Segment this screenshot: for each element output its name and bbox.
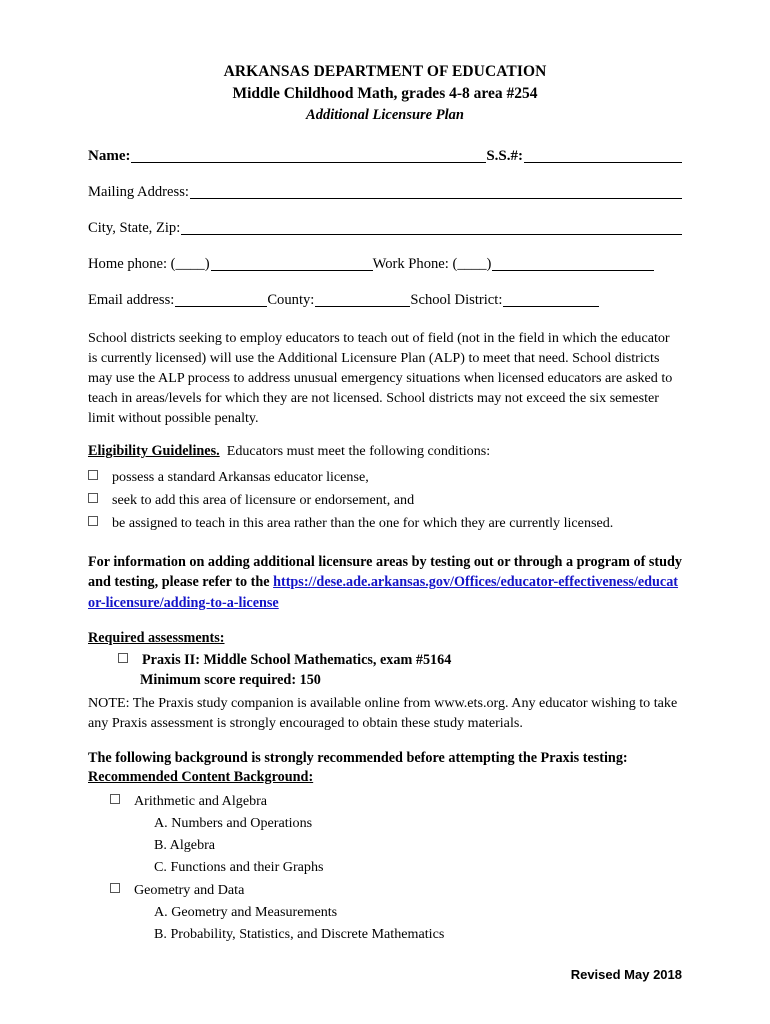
- background-group-0-title: Arithmetic and Algebra: [134, 792, 268, 809]
- checkbox-icon[interactable]: [110, 794, 120, 804]
- eligibility-lead: Educators must meet the following conditions:: [226, 443, 491, 460]
- document-type: Additional Licensure Plan: [306, 106, 464, 123]
- city-state-zip-input-rule[interactable]: [181, 220, 682, 235]
- eligibility-item-2: be assigned to teach in this area rather than the one for which they are currently licensed.: [112, 515, 614, 532]
- licensure-link[interactable]: https://dese.ade.arkansas.gov/Offices/educator-effectiveness/educator-licensure/adding-to-a-license: [88, 574, 679, 612]
- background-group-1-item-1: B. Probability, Statistics, and Discrete Mathematics: [154, 926, 445, 943]
- name-row: [88, 148, 682, 165]
- email-county-district-row: [88, 292, 682, 309]
- checkbox-icon[interactable]: [88, 516, 98, 526]
- email-label: Email address:: [88, 292, 175, 309]
- applicant-form: [88, 148, 682, 309]
- background-lead: The following background is strongly recommended before attempting the Praxis testing:: [88, 749, 628, 766]
- checkbox-icon[interactable]: [88, 470, 98, 480]
- background-group-0-item-1: B. Algebra: [154, 837, 216, 854]
- background-group-1-title: Geometry and Data: [134, 881, 245, 898]
- eligibility-item-0: possess a standard Arkansas educator license,: [112, 469, 369, 486]
- eligibility-item-1: seek to add this area of licensure or endorsement, and: [112, 492, 415, 509]
- home-phone-label: Home phone: (____): [88, 256, 210, 273]
- county-label: County:: [267, 292, 315, 309]
- county-input-rule[interactable]: [315, 292, 410, 307]
- content-background-outline: [88, 790, 682, 946]
- list-item: [88, 490, 682, 512]
- eligibility-section: [88, 441, 682, 461]
- background-group-0-item-0: A. Numbers and Operations: [154, 814, 313, 831]
- required-assessments-heading: Required assessments:: [88, 629, 225, 646]
- background-group-1: [110, 879, 682, 901]
- info-paragraph: [88, 552, 682, 614]
- phone-row: [88, 256, 682, 273]
- ssn-label: S.S.#:: [486, 148, 523, 165]
- intro-paragraph: School districts seeking to employ educators to teach out of field (not in the field in which the educator is currently licensed) will use the Additional Licensure Plan (ALP) to meet that need. School districts may use the ALP process to address unusual emergency situations when licensed educators are asked to teach in areas/levels for which they are not licensed. School districts may not exceed the six semester limit without possible penalty.: [88, 330, 673, 427]
- document-header: [88, 62, 682, 124]
- email-input-rule[interactable]: [175, 292, 267, 307]
- eligibility-list: [88, 467, 682, 535]
- assessment-note: NOTE: The Praxis study companion is available online from www.ets.org. Any educator wishing to take any Praxis assessment is strongly encouraged to obtain these study materials.: [88, 694, 678, 731]
- work-phone-label: Work Phone: (____): [372, 256, 492, 273]
- name-input-rule[interactable]: [131, 148, 486, 163]
- eligibility-heading: Eligibility Guidelines.: [88, 443, 220, 460]
- school-district-label: School District:: [410, 292, 503, 309]
- checkbox-icon[interactable]: [110, 883, 120, 893]
- city-state-zip-row: [88, 220, 682, 237]
- home-phone-input-rule[interactable]: [211, 256, 373, 271]
- checkbox-icon[interactable]: [118, 653, 128, 663]
- mailing-address-label: Mailing Address:: [88, 184, 189, 201]
- checkbox-icon[interactable]: [88, 493, 98, 503]
- background-group-0: [110, 790, 682, 812]
- program-title: Middle Childhood Math, grades 4-8 area #254: [232, 84, 538, 102]
- mailing-address-row: [88, 184, 682, 201]
- name-label: Name:: [88, 148, 131, 165]
- list-item: [88, 467, 682, 489]
- agency-title: ARKANSAS DEPARTMENT OF EDUCATION: [223, 63, 547, 80]
- revision-footer: Revised May 2018: [570, 967, 682, 982]
- background-group-1-item-0: A. Geometry and Measurements: [154, 904, 338, 920]
- info-text: For information on adding additional licensure areas by testing out or through a program of study and testing, please refer to the: [88, 553, 682, 591]
- exam-row: [118, 652, 682, 669]
- ssn-input-rule[interactable]: [524, 148, 682, 163]
- mailing-address-input-rule[interactable]: [190, 184, 682, 199]
- background-heading: Recommended Content Background:: [88, 768, 314, 785]
- work-phone-input-rule[interactable]: [492, 256, 654, 271]
- exam-label: Praxis II: Middle School Mathematics, exam #5164: [142, 651, 452, 668]
- city-state-zip-label: City, State, Zip:: [88, 220, 181, 237]
- background-group-0-item-2: C. Functions and their Graphs: [154, 859, 324, 876]
- minimum-score: Minimum score required: 150: [140, 671, 321, 688]
- list-item: [88, 513, 682, 535]
- school-district-input-rule[interactable]: [503, 292, 599, 307]
